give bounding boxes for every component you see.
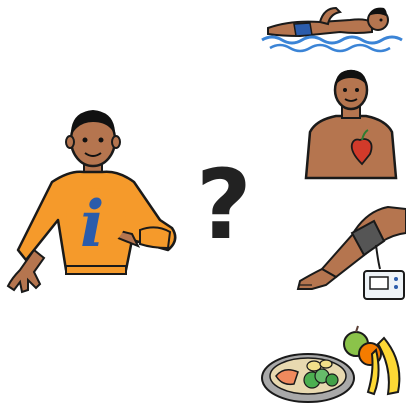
info-person-icon	[0, 100, 185, 300]
blood-pressure-arm-icon	[292, 205, 406, 305]
info-letter: i	[80, 187, 105, 262]
healthy-food-icon	[258, 322, 406, 405]
swimmer-icon	[260, 2, 406, 58]
question-mark-icon	[188, 140, 268, 250]
question-mark-text: ?	[196, 149, 252, 250]
heart-person-icon	[296, 68, 406, 180]
